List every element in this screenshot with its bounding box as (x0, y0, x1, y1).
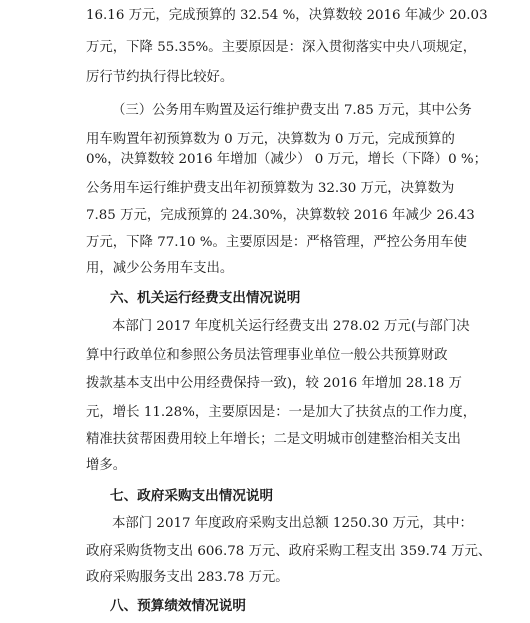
paragraph-line: 元，增长 11.28%，主要原因是：一是加大了扶贫点的工作力度， (86, 405, 477, 420)
paragraph-line: 本部门 2017 年度政府采购支出总额 1250.30 万元，其中： (112, 516, 473, 531)
paragraph-line: 政府采购服务支出 283.78 万元。 (86, 570, 289, 585)
paragraph-line: 增多。 (86, 458, 127, 473)
paragraph-line: 用，减少公务用车支出。 (86, 261, 234, 276)
paragraph-line: 拨款基本支出中公用经费保持一致)，较 2016 年增加 28.18 万 (86, 376, 462, 391)
paragraph-line: 0%，决算数较 2016 年增加（减少） 0 万元，增长（下降）0 %； (86, 152, 487, 167)
paragraph-line: 7.85 万元，完成预算的 24.30%，决算数较 2016 年减少 26.43 (86, 208, 475, 223)
paragraph-line: 公务用车运行维护费支出年初预算数为 32.30 万元，决算数为 (86, 181, 455, 196)
paragraph-line: 厉行节约执行得比较好。 (86, 70, 234, 85)
paragraph-line: 16.16 万元，完成预算的 32.54 %，决算数较 2016 年减少 20.03 (86, 8, 488, 23)
section-heading: 七、政府采购支出情况说明 (110, 488, 274, 504)
paragraph-line: 万元，下降 77.10 %。主要原因是：严格管理，严控公务用车使 (86, 235, 467, 250)
paragraph-line: 本部门 2017 年度机关运行经费支出 278.02 万元(与部门决 (112, 319, 470, 334)
section-heading: 六、机关运行经费支出情况说明 (110, 290, 301, 306)
paragraph-line: 算中行政单位和参照公务员法管理事业单位一般公共预算财政 (86, 348, 448, 363)
paragraph-line: 用车购置年初预算数为 0 万元，决算数为 0 万元，完成预算的 (86, 132, 455, 147)
paragraph-line: （三）公务用车购置及运行维护费支出 7.85 万元，其中公务 (112, 103, 472, 118)
paragraph-line: 精准扶贫帮困费用较上年增长；二是文明城市创建整治相关支出 (86, 432, 461, 447)
section-heading: 八、预算绩效情况说明 (110, 598, 246, 614)
paragraph-line: 万元，下降 55.35%。主要原因是：深入贯彻落实中央八项规定， (86, 40, 477, 55)
paragraph-line: 政府采购货物支出 606.78 万元、政府采购工程支出 359.74 万元、 (86, 544, 492, 559)
